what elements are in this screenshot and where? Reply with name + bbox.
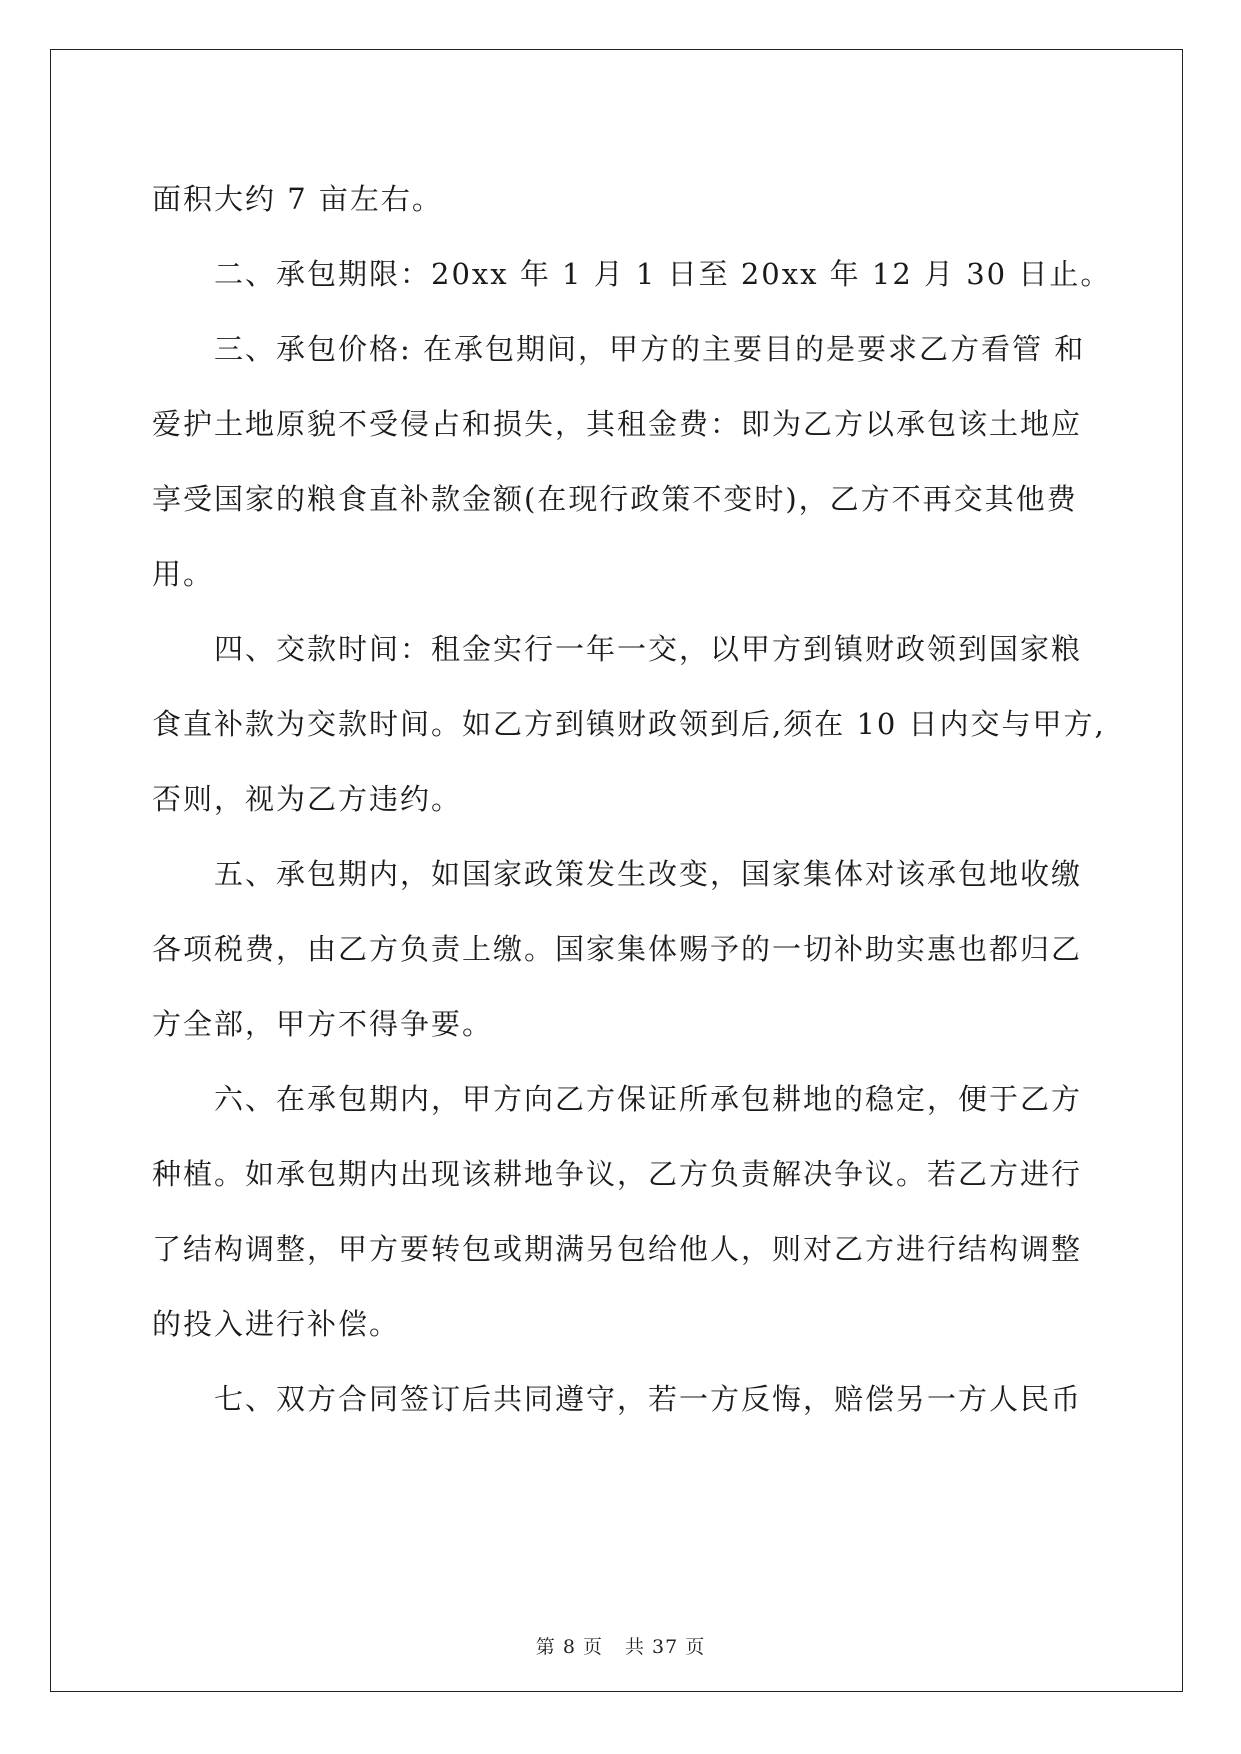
- text-line: 享受国家的粮食直补款金额(在现行政策不变时)，乙方不再交其他费: [152, 482, 1078, 516]
- body-text: [152, 162, 1112, 1437]
- text-line: 了结构调整，甲方要转包或期满另包给他人，则对乙方进行结构调整: [152, 1232, 1083, 1266]
- text-line: 种植。如承包期内出现该耕地争议，乙方负责解决争议。若乙方进行: [152, 1157, 1083, 1191]
- text-line: 二、承包期限：20xx 年 1 月 1 日至 20xx 年 12 月 30 日止。: [214, 257, 1112, 291]
- document-body: [152, 162, 1112, 1437]
- text-line: 用。: [152, 557, 215, 591]
- text-line: 食直补款为交款时间。如乙方到镇财政领到后,须在 10 日内交与甲方,: [152, 707, 1106, 741]
- text-line: 方全部，甲方不得争要。: [152, 1007, 494, 1041]
- text-line: 五、承包期内，如国家政策发生改变，国家集体对该承包地收缴: [214, 857, 1083, 891]
- text-line: 六、在承包期内，甲方向乙方保证所承包耕地的稳定，便于乙方: [214, 1082, 1083, 1116]
- text-line: 七、双方合同签订后共同遵守，若一方反悔，赔偿另一方人民币: [214, 1382, 1083, 1416]
- text-line: 的投入进行补偿。: [152, 1307, 401, 1341]
- text-line: 爱护土地原貌不受侵占和损失，其租金费：即为乙方以承包该土地应: [152, 407, 1083, 441]
- text-line: 各项税费，由乙方负责上缴。国家集体赐予的一切补助实惠也都归乙: [152, 932, 1083, 966]
- text-line: 面积大约 7 亩左右。: [152, 182, 443, 216]
- page-total: 共 37 页: [624, 1636, 706, 1658]
- text-line: 三、承包价格: 在承包期间，甲方的主要目的是要求乙方看管 和: [214, 332, 1086, 366]
- text-line: 否则，视为乙方违约。: [152, 782, 463, 816]
- page-footer: [0, 1632, 1241, 1659]
- text-line: 四、交款时间：租金实行一年一交，以甲方到镇财政领到国家粮: [214, 632, 1083, 666]
- page-number: 第 8 页: [535, 1636, 603, 1658]
